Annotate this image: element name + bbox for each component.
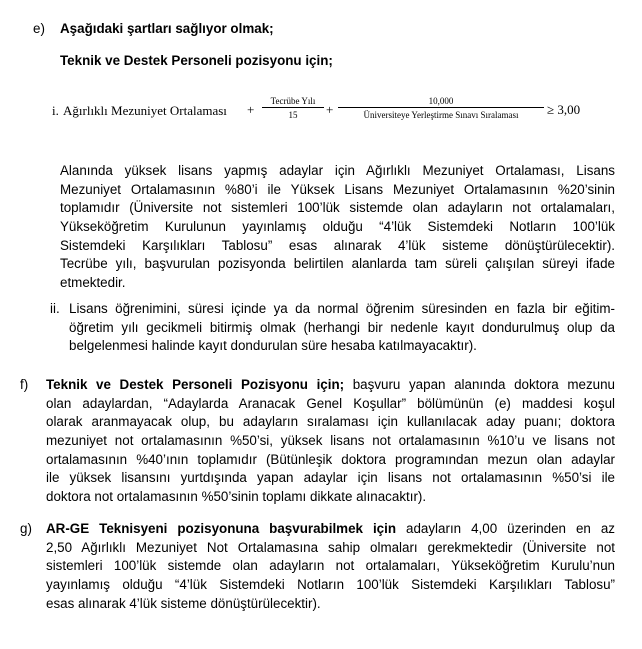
formula-rhs: ≥ 3,00 — [547, 102, 581, 117]
paragraph-weighted-average-note — [60, 162, 615, 293]
paragraph-line: etmektedir. — [60, 275, 126, 291]
fraction-experience-denominator: 15 — [288, 110, 298, 120]
section-e-subheading: Teknik ve Destek Personeli pozisyonu için; — [60, 53, 333, 68]
paragraph-line: ile yüksek lisansını yurtdışında yapan adaylar için lisans not ortalamasının %50’si ile — [46, 470, 615, 486]
fraction-ranking-numerator: 10,000 — [338, 96, 544, 108]
paragraph-line: yayınlamış olduğu “4’lük Sistemdeki Notların 100’lük Sistemdeki Karşılıkları Tablosu” — [46, 577, 615, 593]
section-e-heading: Aşağıdaki şartları sağlıyor olmak; — [60, 21, 274, 36]
section-g-bold-lead: AR-GE Teknisyeni pozisyonuna başvurabilmek için — [46, 521, 397, 536]
paragraph-line: öğretim yılı gecikmeli bitirmiş olmak (herhangi bir nedenle kayıt dondurulmuş olup da — [69, 319, 615, 335]
paragraph-line: Tecrübe yılı, başvurulan pozisyonda belirtilen alanlarda tam süreli çalışılan süreyi ifade — [60, 256, 615, 272]
section-f-bold-lead: Teknik ve Destek Personeli Pozisyonu için; — [46, 377, 345, 392]
paragraph-line: Yükseköğretim Kurulunun yayınlamış olduğu “4’lük Sistemdeki Notların 100’lük — [60, 219, 615, 235]
formula-fraction-ranking — [338, 96, 544, 120]
section-f-marker: f) — [20, 377, 29, 392]
formula-fraction-experience — [262, 96, 324, 120]
paragraph-line: Alanında yüksek lisans yapmış adaylar için Ağırlıklı Mezuniyet Ortalaması, Lisans — [60, 163, 615, 178]
paragraph-section-f — [46, 376, 615, 507]
paragraph-line: esas alınarak 4’lük sisteme dönüştürülecektir). — [46, 595, 321, 611]
paragraph-line: sistemleri 100’lük sistemde olan adayların not ortalamaları, Yükseköğretim Kurulu’nun — [46, 558, 615, 574]
paragraph-line: Mezuniyet Ortalamasının %80’i ile Yüksek Lisans Mezuniyet Ortalamasının %20’sinin — [60, 181, 615, 197]
paragraph-line: belgelenmesi halinde kayıt dondurulan süre hesaba katılmayacaktır). — [69, 338, 477, 354]
paragraph-line: olarak aranmayacak olup, bu adayların sıralaması için kullanılacak aday puanı; doktora — [46, 414, 615, 430]
formula-item-marker: i. — [52, 103, 59, 118]
formula-plus-1: + — [247, 102, 255, 117]
paragraph-line: 2,50 Ağırlıklı Mezuniyet Not Ortalamasına sahip olmaları gerekmektedir (Üniversite not — [46, 539, 615, 555]
paragraph-line: olan adaylardan, “Adaylarda Aranacak Genel Koşullar” bölümünün (e) maddesi koşul — [46, 395, 615, 411]
item-ii-marker: ii. — [50, 301, 60, 316]
section-e-marker: e) — [33, 21, 45, 36]
fraction-ranking-denominator: Üniversiteye Yerleştirme Sınavı Sıralaması — [363, 110, 519, 120]
fraction-experience-numerator: Tecrübe Yılı — [262, 96, 324, 108]
paragraph-line — [46, 376, 615, 395]
paragraph-line: toplamıdır (Üniversite not sistemleri 100’lük sistemde olan adayların not ortalamaları, — [60, 200, 615, 216]
paragraph-line: doktora not ortalamasının %50’sinin toplamı dikkate alınacaktır). — [46, 489, 427, 505]
paragraph-line: mezuniyet not ortalamasının %50’si, yüksek lisans not ortalamasının %10’u ve lisans not — [46, 433, 615, 449]
section-g-first-line-rest: adayların 4,00 üzerinden en az — [396, 521, 615, 536]
paragraph-line — [46, 520, 615, 539]
section-g-marker: g) — [20, 521, 32, 536]
paragraph-line: Sistemdeki Karşılıkları Tablosu” esas alınarak 4’lük sisteme dönüştürülecektir). — [60, 237, 615, 253]
paragraph-section-g — [46, 520, 615, 613]
section-f-first-line-rest: başvuru yapan alanında doktora mezunu — [344, 377, 615, 392]
paragraph-line: Lisans öğrenimini, süresi içinde ya da normal öğrenim süresinden en fazla bir eğitim- — [69, 301, 615, 316]
formula-lhs-label: Ağırlıklı Mezuniyet Ortalaması — [63, 103, 227, 118]
paragraph-item-ii — [69, 300, 615, 356]
formula-plus-2: + — [326, 102, 334, 117]
paragraph-line: ortalamasının %40’ının toplamıdır (Bütünleşik doktora programından mezun olan adaylar — [46, 451, 615, 467]
